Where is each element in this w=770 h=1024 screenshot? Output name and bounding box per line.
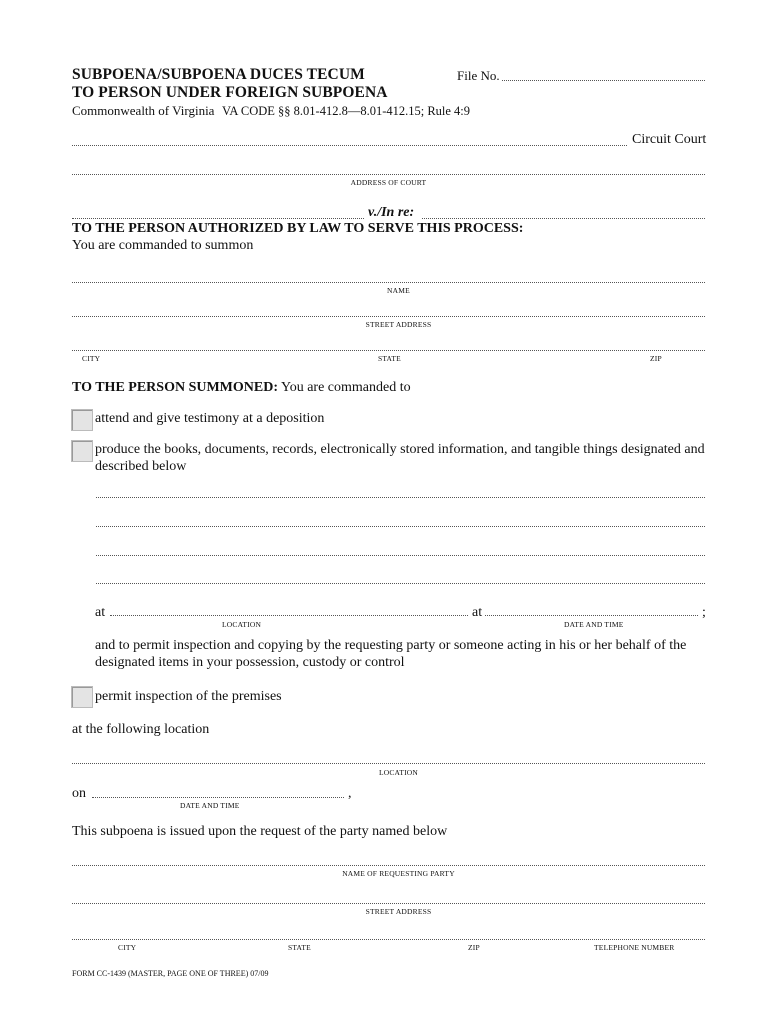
- file-no-label: File No.: [457, 68, 500, 83]
- telephone-number-caption: TELEPHONE NUMBER: [594, 943, 675, 952]
- date-and-time-caption-2: DATE AND TIME: [180, 801, 240, 810]
- request-text: This subpoena is issued upon the request of the party named below: [72, 824, 448, 839]
- inspection-text-line2: designated items in your possession, custody or control: [95, 655, 405, 670]
- deposition-checkbox[interactable]: [71, 409, 93, 431]
- city-caption: CITY: [82, 354, 101, 363]
- requesting-city-caption: CITY: [118, 943, 137, 952]
- court-name-field[interactable]: [72, 145, 627, 146]
- location-caption-2: LOCATION: [378, 768, 419, 777]
- production-location-field[interactable]: [110, 615, 468, 616]
- produce-checkbox[interactable]: [71, 440, 93, 462]
- at-label-2: at: [472, 605, 483, 620]
- form-title-line1: SUBPOENA/SUBPOENA DUCES TECUM: [72, 66, 365, 83]
- summoned-command: You are commanded to: [281, 380, 411, 395]
- versus-label: v./In re:: [368, 205, 415, 220]
- street-address-caption: STREET ADDRESS: [365, 320, 432, 329]
- form-title-line2: TO PERSON UNDER FOREIGN SUBPOENA: [72, 84, 388, 101]
- plaintiff-field[interactable]: [72, 218, 364, 219]
- file-no-field[interactable]: [502, 80, 705, 81]
- following-location-text: at the following location: [72, 722, 210, 737]
- items-description-line[interactable]: [96, 583, 705, 584]
- inspection-text-line1: and to permit inspection and copying by the requesting party or someone acting in his or her behalf of the: [95, 638, 687, 653]
- premises-datetime-field[interactable]: [92, 797, 344, 798]
- state-caption: STATE: [378, 354, 401, 363]
- summoned-city-state-zip-field[interactable]: [72, 350, 705, 351]
- defendant-field[interactable]: [422, 218, 705, 219]
- requesting-party-street-field[interactable]: [72, 903, 705, 904]
- requesting-party-name-field[interactable]: [72, 865, 705, 866]
- form-id: FORM CC-1439 (MASTER, PAGE ONE OF THREE) 07/09: [72, 969, 269, 978]
- at-label: at: [95, 605, 106, 620]
- requesting-zip-caption: ZIP: [468, 943, 480, 952]
- zip-caption: ZIP: [650, 354, 662, 363]
- location-caption: LOCATION: [222, 620, 262, 629]
- date-and-time-caption: DATE AND TIME: [564, 620, 624, 629]
- va-code: VA CODE §§ 8.01-412.8—8.01-412.15; Rule 4:9: [222, 104, 471, 118]
- summoned-heading: TO THE PERSON SUMMONED:: [72, 380, 279, 395]
- items-description-line[interactable]: [96, 497, 705, 498]
- summoned-street-field[interactable]: [72, 316, 705, 317]
- circuit-court-label: Circuit Court: [632, 132, 707, 147]
- items-description-line[interactable]: [96, 526, 705, 527]
- server-heading: TO THE PERSON AUTHORIZED BY LAW TO SERVE THIS PROCESS:: [72, 221, 524, 236]
- produce-option-label-line1: produce the books, documents, records, electronically stored information, and tangible things designated and: [95, 442, 705, 457]
- deposition-option-label: attend and give testimony at a deposition: [95, 411, 325, 426]
- court-address-field[interactable]: [72, 174, 705, 175]
- summoned-heading-row: [72, 380, 411, 396]
- name-caption: NAME: [387, 286, 410, 295]
- items-description-line[interactable]: [96, 555, 705, 556]
- requesting-party-name-caption: NAME OF REQUESTING PARTY: [342, 869, 455, 878]
- requesting-state-caption: STATE: [288, 943, 311, 952]
- address-of-court-caption: ADDRESS OF COURT: [350, 178, 427, 187]
- on-label: on: [72, 786, 86, 801]
- comma: ,: [348, 786, 352, 801]
- requesting-party-city-state-zip-phone-field[interactable]: [72, 939, 705, 940]
- summoned-name-field[interactable]: [72, 282, 705, 283]
- premises-option-label: permit inspection of the premises: [95, 689, 282, 704]
- semicolon: ;: [702, 605, 706, 620]
- jurisdiction: Commonwealth of Virginia: [72, 103, 215, 118]
- summon-text: You are commanded to summon: [72, 238, 254, 253]
- premises-location-field[interactable]: [72, 763, 705, 764]
- premises-checkbox[interactable]: [71, 686, 93, 708]
- requesting-party-street-caption: STREET ADDRESS: [365, 907, 432, 916]
- produce-option-label-line2: described below: [95, 459, 187, 474]
- production-datetime-field[interactable]: [485, 615, 698, 616]
